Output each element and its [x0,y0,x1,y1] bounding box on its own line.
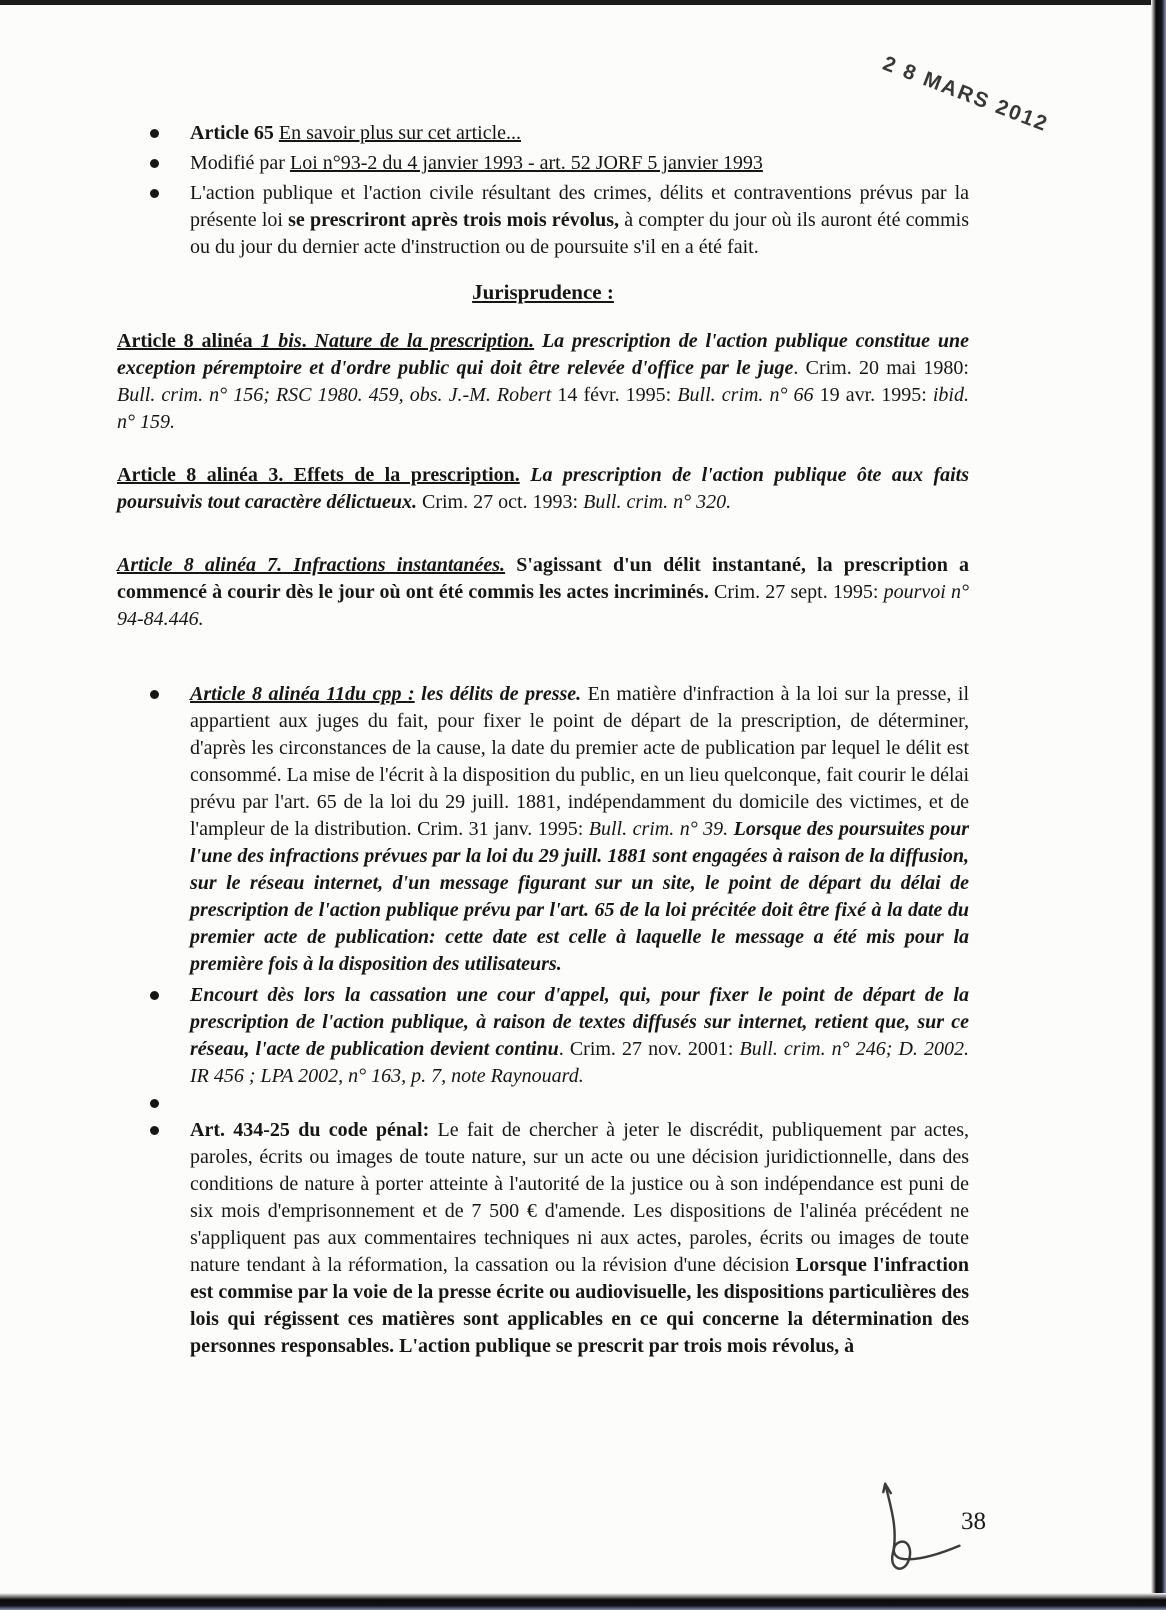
text-segment: 19 avr. 1995: [813,384,933,406]
paragraph-alinea-7 [117,552,969,633]
text-segment: Encourt dès lors la cassation une cour d'appel, qui, pour fixer le point de départ de la prescription de l'action publique, à raison de textes diffusés sur internet, retient que, sur ce réseau, l'acte de publication devient continu [190,984,969,1060]
text-segment: 14 févr. 1995: [551,384,678,406]
text-segment: pourvoi n° 94-84.446. [117,581,970,630]
bullet-icon [150,129,159,138]
text-segment: Article 65 [190,122,279,144]
page-number: 38 [961,1508,986,1535]
document-body [117,120,969,1360]
text-segment: 1 bis [260,330,302,352]
text-segment: En matière d'infraction à la loi sur la presse, il appartient aux juges du fait, pour fixer le point de départ de la prescription, de déterminer, d'après les circonstances de la cause, la date du premier acte de publication par lequel le délit est consommé. La mise de l'écrit à la disposition du public, en un lieu quelconque, fait courir le délai prévu par l'art. 65 de la loi du 29 juill. 1881, indépendamment du domicile des victimes, et de l'ampleur de la distribution. Crim. 31 janv. 1995: [190,683,970,840]
text-segment: Le fait de chercher à jeter le discrédit, publiquement par actes, paroles, écrits ou images de toute nature, sur un acte ou une décision juridictionnelle, dans des conditions de nature à porter atteinte à l'autorité de la justice ou à son indépendance est puni de six mois d'emprisonnement et de 7 500 € d'amende. Les dispositions de l'alinéa précédent ne s'appliquent pas aux commentaires techniques ni aux actes, paroles, écrits ou images de toute nature tendant à la réformation, la cassation ou la révision d'une décision [190,1119,969,1276]
text-segment: Article 8 alinéa 3. Effets de la prescription. [117,464,520,486]
text-segment: les délits de presse. [421,683,582,705]
list-item-text [190,182,969,258]
scan-edge-right [1151,0,1166,1610]
text-segment: Article 8 alinéa [117,330,261,352]
text-segment: L'action publique et l'action civile résultant des crimes, délits et contraventions prévus par la présente loi [190,182,969,231]
bullet-list-bottom [117,681,969,1360]
date-stamp: 2 8 MARS 2012 [879,52,1052,137]
list-item-text [190,1119,969,1357]
text-segment: Bull. crim. n° 320. [583,491,732,513]
text-segment: Bull. crim. n° 39. [588,818,729,840]
list-item-text [190,984,969,1087]
scan-edge-bottom [0,1593,1166,1610]
signature-mark [872,1478,966,1579]
text-segment: . [301,330,315,352]
text-segment: Crim. 27 oct. 1993: [417,491,584,513]
bullet-icon [150,189,159,198]
list-item-art-434-25 [117,1117,969,1360]
list-item-delits-presse [117,681,969,978]
bullet-icon [150,1099,159,1108]
link-more-info[interactable]: En savoir plus sur cet article... [278,122,522,144]
text-segment: se prescriront après trois mois révolus, [288,209,620,231]
text-segment [520,464,530,486]
list-item-modifie [117,150,969,177]
list-item-article65 [117,120,969,147]
bullet-icon [150,159,159,168]
list-item-action-publique [117,180,969,261]
text-segment: La prescription de l'action publique ôte aux faits poursuivis tout caractère délictueux. [117,464,969,513]
list-item-encourt-cassation [117,982,969,1090]
text-segment: Modifié par [190,152,290,174]
text-segment: Crim. 27 sept. 1995: [708,581,884,603]
list-item-text [190,122,521,144]
link-law-reference[interactable]: Loi n°93-2 du 4 janvier 1993 - art. 52 JORF 5 janvier 1993 [289,152,763,174]
text-segment [505,554,516,576]
text-segment: S'agissant d'un délit instantané, la prescription a commencé à courir dès le jour où ont été commis les actes incriminés. [117,554,970,603]
bullet-icon [150,991,159,1000]
text-segment: Bull. crim. n° 246; D. 2002. IR 456 ; LPA 2002, n° 163, p. 7, note Raynouard. [190,1038,970,1087]
text-segment: . Crim. 27 nov. 2001: [558,1038,740,1060]
text-segment: Article 8 alinéa 7. Infractions instantanées. [117,554,506,576]
text-segment [534,330,542,352]
list-item-text [190,683,969,975]
text-segment: Bull. crim. n° 66 [677,384,814,406]
paragraph-alinea-3 [117,462,969,516]
text-segment: à compter du jour où ils auront été commis ou du jour du dernier acte d'instruction ou de poursuite s'il en a été fait. [190,209,969,258]
text-segment: Nature de la prescription. [314,330,535,352]
text-segment: La prescription de l'action publique constitue une exception péremptoire et d'ordre public qui doit être relevée d'office par le juge [117,330,970,379]
text-segment: Lorsque des poursuites pour l'une des infractions prévues par la loi du 29 juill. 1881 sont engagées à raison de la diffusion, sur le réseau internet, d'un message figurant sur un site, le point de départ du délai de prescription de l'action publique prévu par l'art. 65 de la loi précitée doit être fixé à la date du premier acte de publication: cette date est celle à laquelle le message a été mis pour la première fois à la disposition des utilisateurs. [190,818,969,975]
text-segment: Bull. crim. n° 156; RSC 1980. 459, obs. J.-M. Robert [117,384,552,406]
bullet-icon [150,1126,159,1135]
text-segment: Lorsque l'infraction est commise par la voie de la presse écrite ou audiovisuelle, les dispositions particulières des lois qui régissent ces matières sont applicables en ce qui concerne la détermination des personnes responsables. L'action publique se prescrit par trois mois révolus, à [190,1254,970,1357]
list-item-empty [117,1090,969,1117]
bullet-list-top [117,120,969,261]
text-segment: . Crim. 20 mai 1980: [793,357,969,379]
paragraph-alinea-1bis [117,328,969,436]
text-segment: Art. 434-25 du code pénal: [190,1119,430,1141]
bullet-icon [150,690,159,699]
list-item-text [190,152,763,174]
text-segment: ibid. n° 159. [117,384,969,433]
scan-edge-top [0,0,1166,5]
text-segment: Article 8 alinéa 11du cpp : [190,683,415,705]
jurisprudence-heading: Jurisprudence : [472,280,614,304]
